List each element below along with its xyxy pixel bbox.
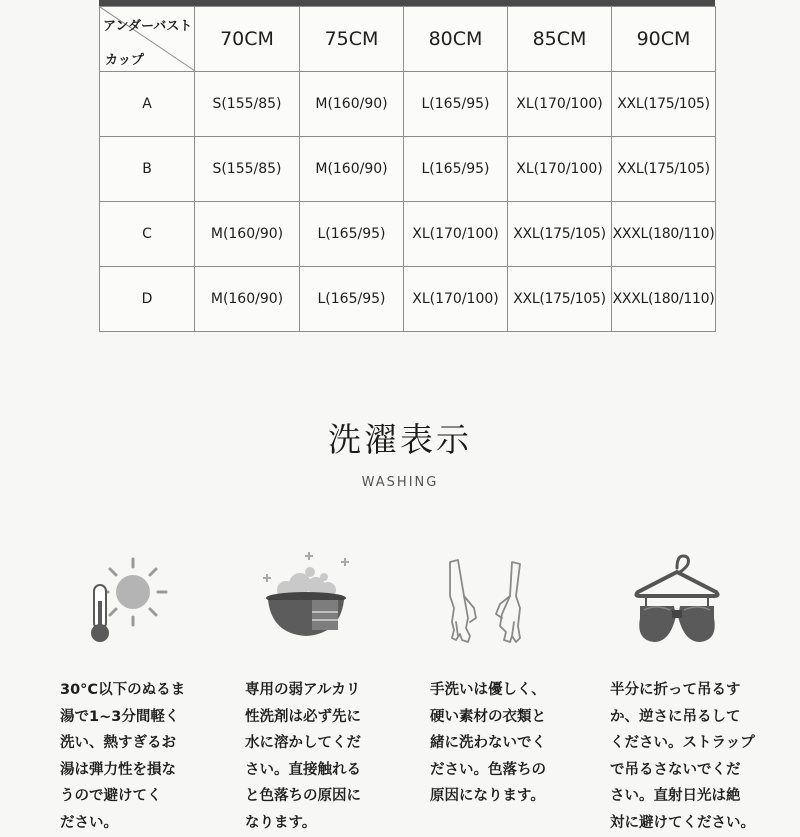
- care-line: 原因になります。: [430, 788, 545, 804]
- cup-cell: D: [100, 267, 195, 332]
- size-cell: M(160/90): [300, 137, 404, 202]
- care-line: 湯は弾力性を損な: [60, 761, 176, 778]
- hanger-bra-icon: [630, 550, 725, 655]
- care-line: で吊るさないでくだ: [610, 761, 741, 778]
- care-instruction-1: [60, 677, 230, 836]
- size-cell: L(165/95): [404, 137, 508, 202]
- care-line: 性洗剤は必ず先に: [245, 708, 361, 725]
- wash-basin-icon: [260, 550, 355, 640]
- care-line: 湯で1~3分間軽く: [60, 708, 180, 725]
- cup-cell: C: [100, 202, 195, 267]
- column-header: 70CM: [195, 7, 300, 72]
- care-line: 緒に洗わないでく: [430, 735, 546, 751]
- thermometer-sun-icon: [85, 555, 175, 645]
- size-cell: S(155/85): [195, 72, 300, 137]
- table-row: [100, 267, 716, 332]
- care-line: 洗い、熱すぎるお: [60, 735, 176, 751]
- care-line: 水に溶かしてくだ: [245, 735, 361, 751]
- care-line: うので避けてく: [60, 788, 162, 804]
- cup-label: カップ: [105, 53, 144, 68]
- column-header: 85CM: [508, 7, 612, 72]
- size-chart-table: [99, 6, 716, 332]
- care-line: 硬い素材の衣類と: [430, 708, 546, 725]
- table-row: [100, 72, 716, 137]
- size-cell: M(160/90): [300, 72, 404, 137]
- hand-gloves-icon: [440, 556, 540, 648]
- column-header: 80CM: [404, 7, 508, 72]
- size-cell: XL(170/100): [508, 137, 612, 202]
- care-line: 半分に折って吊るす: [610, 682, 741, 698]
- size-cell: M(160/90): [195, 267, 300, 332]
- care-instruction-3: [430, 677, 600, 810]
- size-cell: XXL(175/105): [508, 267, 612, 332]
- care-instruction-4: [610, 677, 790, 836]
- size-cell: L(165/95): [404, 72, 508, 137]
- size-cell: XXL(175/105): [508, 202, 612, 267]
- size-cell: XXXL(180/110): [612, 267, 716, 332]
- size-cell: XL(170/100): [404, 267, 508, 332]
- table-row: [100, 137, 716, 202]
- size-cell: L(165/95): [300, 267, 404, 332]
- size-cell: XXXL(180/110): [612, 202, 716, 267]
- table-row: [100, 202, 716, 267]
- care-line: ください。ストラップ: [610, 735, 755, 751]
- table-header-row: [100, 7, 716, 72]
- size-cell: S(155/85): [195, 137, 300, 202]
- size-cell: XXL(175/105): [612, 137, 716, 202]
- cup-cell: A: [100, 72, 195, 137]
- size-cell: L(165/95): [300, 202, 404, 267]
- care-instruction-2: [245, 677, 415, 836]
- care-line: さい。直射日光は絶: [610, 788, 741, 804]
- size-cell: XL(170/100): [404, 202, 508, 267]
- care-line: 30°C以下のぬるま: [60, 682, 186, 698]
- underbust-label: アンダーバスト: [103, 19, 193, 34]
- care-line: と色落ちの原因に: [245, 788, 361, 804]
- care-line: ださい。色落ちの: [430, 761, 546, 778]
- size-cell: XXL(175/105): [612, 72, 716, 137]
- column-header: 75CM: [300, 7, 404, 72]
- care-line: か、逆さに吊るして: [610, 708, 741, 725]
- care-line: ださい。: [60, 814, 118, 831]
- care-line: 対に避けてください。: [610, 814, 755, 831]
- care-line: なります。: [245, 814, 317, 831]
- size-cell: M(160/90): [195, 202, 300, 267]
- washing-title: 洗濯表示: [328, 420, 472, 459]
- table-corner-cell: [100, 7, 195, 72]
- care-line: 手洗いは優しく、: [430, 682, 546, 698]
- washing-subtitle: WASHING: [361, 475, 439, 490]
- column-header: 90CM: [612, 7, 716, 72]
- cup-cell: B: [100, 137, 195, 202]
- size-cell: XL(170/100): [508, 72, 612, 137]
- care-line: さい。直接触れる: [245, 761, 361, 778]
- care-line: 専用の弱アルカリ: [245, 682, 361, 698]
